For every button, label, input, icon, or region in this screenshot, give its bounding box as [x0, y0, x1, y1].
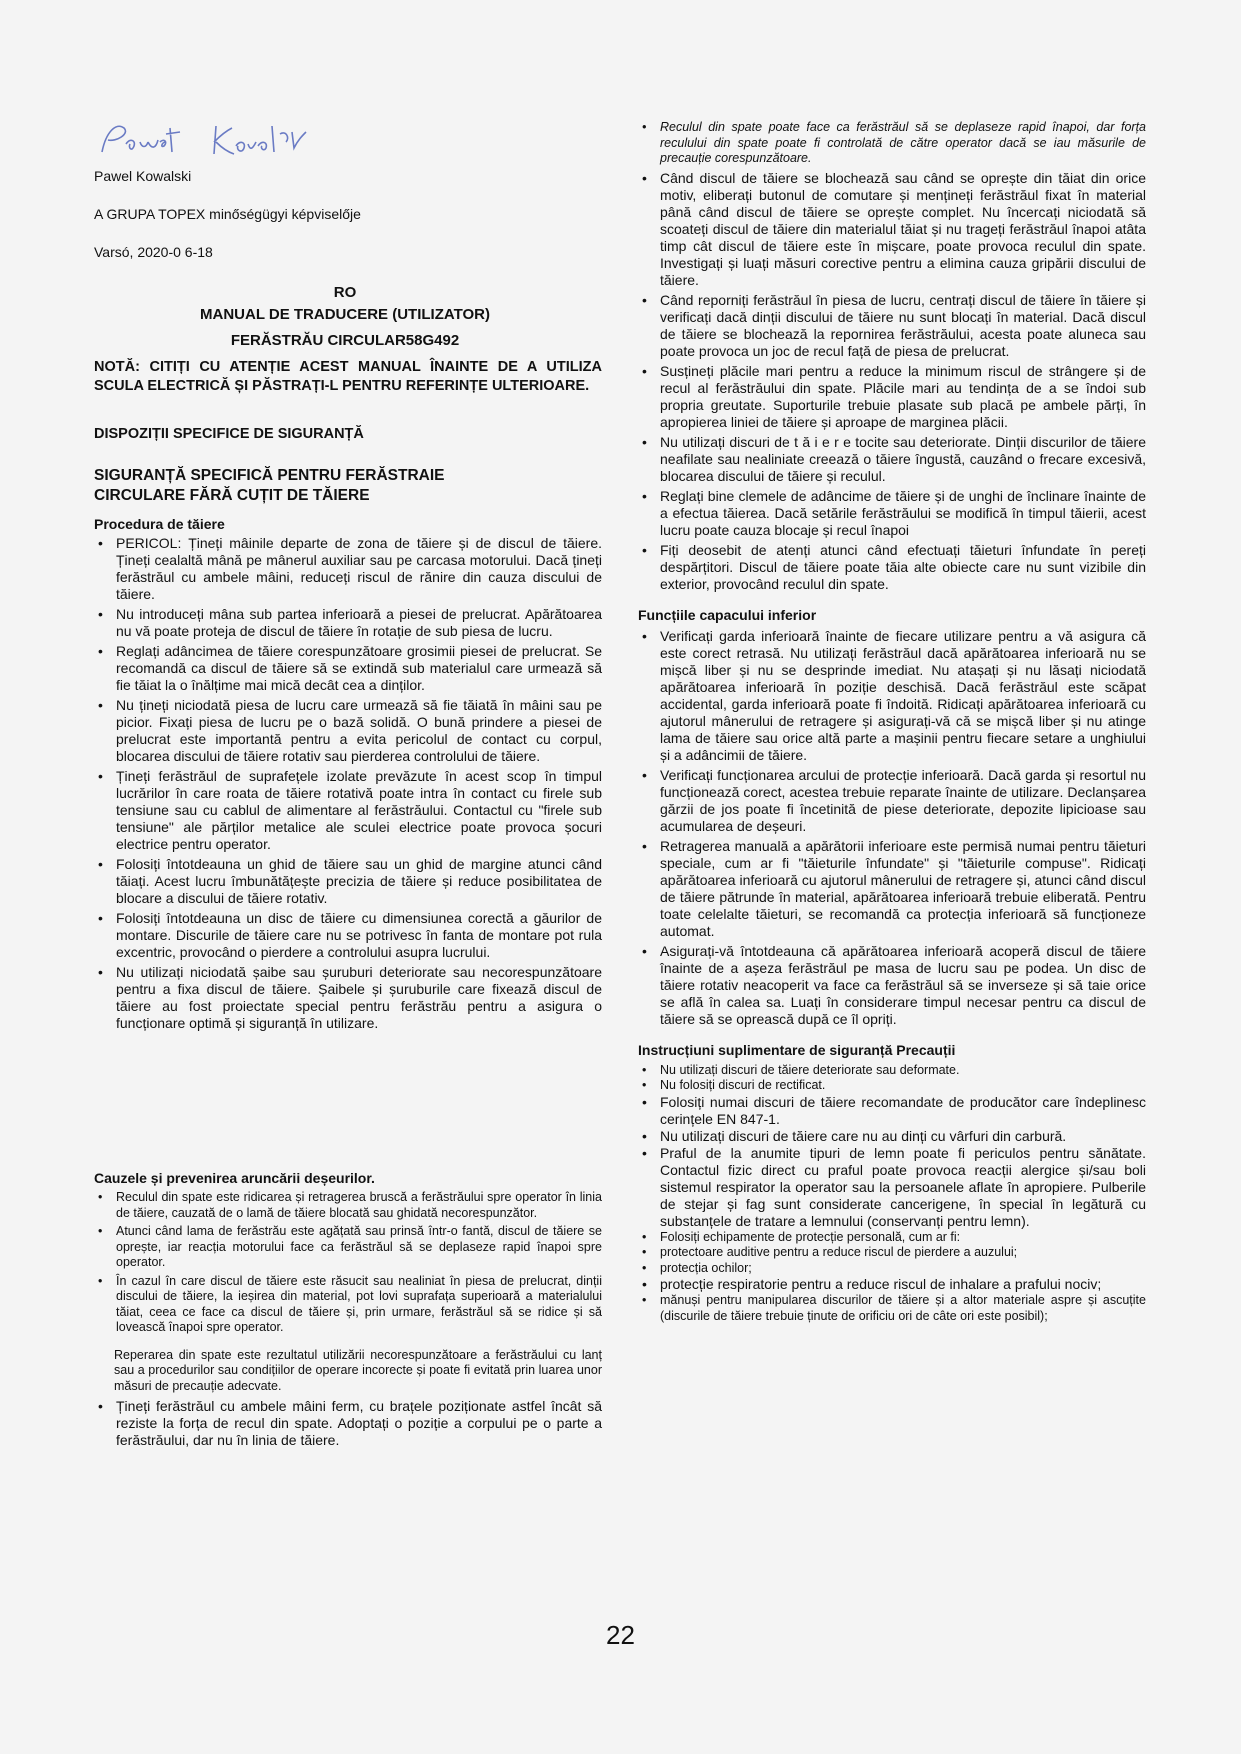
- list-item: • Țineți ferăstrăul cu ambele mâini ferm, cu brațele poziționate astfel încât să reziste la forța de recul din spate. Adoptați o poziție a corpului pe o parte a ferăstrăului, dar nu în linia de tăiere.: [94, 1398, 602, 1449]
- list-item: • Retragerea manuală a apărătorii inferioare este permisă numai pentru tăieturi speciale, cum ar fi "tăieturile înfundate" și "tăieturile compuse". Ridicați apărătoarea inferioară cu ajutorul mânerului de retragere și, atunci când discul de tăiere pătrunde în material, apărătoarea inferioară trebuie eliberată. Pentru toate celelalte tăieturi, se recomandă ca protecția inferioară să funcționeze automat.: [638, 838, 1146, 940]
- procedure-list: [94, 535, 602, 1032]
- list-item: • Susțineți plăcile mari pentru a reduce la minimum riscul de strângere și de recul al ferăstrăului din spate. Plăcile mari au tendința de a se îndoi sub propria greutate. Suporturile trebuie plasate sub placă pe ambele părți, în apropierea liniei de tăiere și aproape de marginea plăcii.: [638, 363, 1146, 431]
- kickback-list: [94, 1190, 602, 1336]
- list-item: • Verificați garda inferioară înainte de fiecare utilizare pentru a vă asigura că este corect retrasă. Nu utilizați ferăstrăul dacă apărătoarea inferioară nu se mișcă liber și nu se desprinde imediat. Nu atașați și nu lăsați niciodată apărătoarea inferioară în poziție deschisă. Dacă ferăstrăul este scăpat accidental, garda inferioară poate fi îndoită. Ridicați apărătoarea inferioară cu ajutorul mânerului de retragere și asigurați-vă că se mișcă liber și nu atinge lama de tăiere sau orice altă parte a mașinii pentru fiecare setare a unghiului și a adâncimii de tăiere.: [638, 628, 1146, 764]
- list-item: • Când reporniți ferăstrăul în piesa de lucru, centrați discul de tăiere în tăiere și verificați dacă dinții discului de tăiere nu sunt blocați în material. Dacă discul de tăiere se blochează la repornirea ferăstrăului, acesta poate aluneca sau poate provoca un joc de recul față de piesa de prelucrat.: [638, 292, 1146, 360]
- handwritten-signature: [96, 112, 346, 176]
- procedure-heading: Procedura de tăiere: [94, 516, 225, 532]
- title-manual: MANUAL DE TRADUCERE (UTILIZATOR): [200, 306, 490, 323]
- list-item: • Țineți ferăstrăul de suprafețele izolate prevăzute în acest scop în timpul lucrărilor în care roata de tăiere rotativă poate intra în contact cu firele sub tensiune sau cu cablul de alimentare al ferăstrăului. Contactul cu "firele sub tensiune" ale părților metalice ale sculei electrice poate provoca șocuri electrice pentru operator.: [94, 768, 602, 853]
- guard-heading: Funcțiile capacului inferior: [638, 606, 817, 623]
- list-item: • Asigurați-vă întotdeauna că apărătoarea inferioară acoperă discul de tăiere înainte de a așeza ferăstrăul pe masa de lucru sau pe podea. Un disc de tăiere rotativ neacoperit va face ca ferăstrăul să se inverseze și să taie orice se află în calea sa. Luați în considerare timpul necesar pentru ca discul de tăiere să se oprească după ce îl opriți.: [638, 943, 1146, 1028]
- list-item: • Reglați adâncimea de tăiere corespunzătoare grosimii piesei de prelucrat. Se recomandă ca discul de tăiere să se extindă sub materialul care urmează să fie tăiat la o înălțime mai mică decât cea a dinților.: [94, 643, 602, 694]
- page-number: 22: [606, 1620, 635, 1650]
- list-item: • Praful de la anumite tipuri de lemn poate fi periculos pentru sănătate. Contactul fizic direct cu praful poate provoca reacții alergice și/sau boli sistemul respirator la operator sau la persoanele aflate în apropiere. Pulberile de stejar și fag sunt considerate cancerigene, în special în legătură cu substanțele de tratare a lemnului (conservanți pentru lemn).: [638, 1145, 1146, 1230]
- section-heading-2: SIGURANȚĂ SPECIFICĂ PENTRU FERĂSTRAIE CIRCULARE FĂRĂ CUȚIT DE TĂIERE: [94, 467, 445, 504]
- list-item: • Atunci când lama de ferăstrău este agățată sau prinsă într-o fantă, discul de tăiere se oprește, iar reacția motorului face ca ferăstrăul să se deplaseze rapid înapoi spre operator.: [94, 1224, 602, 1271]
- right-column: [638, 120, 1146, 1324]
- note: NOTĂ: CITIȚI CU ATENȚIE ACEST MANUAL ÎNAINTE DE A UTILIZA SCULA ELECTRICĂ ȘI PĂSTRAȚI-L PENTRU REFERINȚE ULTERIOARE.: [94, 359, 602, 394]
- title-product: FERĂSTRĂU CIRCULAR58G492: [230, 332, 460, 349]
- list-item: • Nu utilizați discuri de t ă i e r e tocite sau deteriorate. Dinții discurilor de tăiere neafilate sau nealiniate creează o tăiere îngustă, cauzând o frecare excesivă, blocarea discului de tăiere și reculul.: [638, 434, 1146, 485]
- list-item: • Nu folosiți discuri de rectificat.: [638, 1078, 1146, 1094]
- section-heading-1: DISPOZIȚII SPECIFICE DE SIGURANȚĂ: [94, 426, 364, 442]
- list-item: • Folosiți întotdeauna un disc de tăiere cu dimensiunea corectă a găurilor de montare. Discurile de tăiere care nu se potrivesc în fanta de montare pot rula excentric, provocând o pierdere a controlului asupra lucrului.: [94, 910, 602, 961]
- list-item: • protectoare auditive pentru a reduce riscul de pierdere a auzului;: [638, 1245, 1146, 1261]
- list-item: • Reglați bine clemele de adâncime de tăiere și de unghi de înclinare înainte de a efectua tăierea. Dacă setările ferăstrăului se modifică în timpul tăierii, acest lucru poate cauza blocaje și recul înapoi: [638, 488, 1146, 539]
- list-item: • Nu introduceți mâna sub partea inferioară a piesei de prelucrat. Apărătoarea nu vă poate proteja de discul de tăiere în rotație de sub piesa de lucru.: [94, 606, 602, 640]
- list-item: • Folosiți întotdeauna un ghid de tăiere sau un ghid de margine atunci când tăiați. Acest lucru îmbunătățește precizia de tăiere și reduce posibilitatea de blocare a discului de tăiere rotativ.: [94, 856, 602, 907]
- kickback-final-list: [94, 1398, 602, 1449]
- list-item: • PERICOL: Țineți mâinile departe de zona de tăiere și de discul de tăiere. Țineți cealaltă mână pe mânerul auxiliar sau pe carcasa motorului. Dacă țineți ferăstrăul cu ambele mâini, reduceți riscul de rănire din cauza discului de tăiere.: [94, 535, 602, 603]
- kickback-heading: Cauzele și prevenirea aruncării deșeurilor.: [94, 1170, 375, 1186]
- kickback-paragraph: Reperarea din spate este rezultatul utilizării necorespunzătoare a ferăstrăului cu lanț sau a procedurilor sau condițiilor de operare incorecte și poate fi evitată prin luarea unor măsuri de precauție adecvate.: [114, 1347, 602, 1393]
- list-item: • mănuși pentru manipularea discurilor de tăiere și a altor materiale aspre și ascuțite (discurile de tăiere trebuie ținute de orificiu ori de câte ori este posibil);: [638, 1293, 1146, 1324]
- signer-role: A GRUPA TOPEX minőségügyi képviselője: [94, 206, 361, 222]
- procedure-section: [94, 516, 602, 1032]
- list-item: • Când discul de tăiere se blochează sau când se oprește din tăiat din orice motiv, eliberați butonul de comutare și mențineți ferăstrăul fixat în material până când discul de tăiere se oprește complet. Nu încercați niciodată să scoateți discul de tăiere din materialul tăiat și nu trageți ferăstrăul înapoi atâta timp cât discul de tăiere este în mișcare, poate provoca reculul din spate. Investigați și luați măsuri corective pentru a elimina cauza gripării discului de tăiere.: [638, 170, 1146, 289]
- list-item: • Nu țineți niciodată piesa de lucru care urmează să fie tăiată în mâini sau pe picior. Fixați piesa de lucru pe o bază solidă. O bună prindere a piesei de prelucrat este importantă pentru a evita pericolul de contact cu corpul, blocarea discului de tăiere rotativ sau pierderea controlului de tăiere.: [94, 697, 602, 765]
- kickback-section: [94, 1170, 602, 1449]
- list-item: • protecția ochilor;: [638, 1261, 1146, 1277]
- list-item: • Reculul din spate poate face ca ferăstrăul să se deplaseze rapid înapoi, dar forța reculului din spate poate fi controlată de către operator dacă se iau măsurile de precauție corespunzătoare.: [638, 120, 1146, 167]
- list-item: • Folosiți numai discuri de tăiere recomandate de producător care îndeplinesc cerințele EN 847-1.: [638, 1094, 1146, 1128]
- additional-heading: Instrucțiuni suplimentare de siguranță Precauții: [638, 1041, 956, 1058]
- list-item: • Nu utilizați niciodată șaibe sau șuruburi deteriorate sau necorespunzătoare pentru a fixa discul de tăiere. Șaibele și șuruburile care fixează discul de tăiere au fost proiectate special pentru ferăstrău pentru a asigura o funcționare optimă și siguranță în utilizare.: [94, 964, 602, 1032]
- list-item: • Nu utilizați discuri de tăiere deteriorate sau deformate.: [638, 1063, 1146, 1079]
- additional-list: [638, 1063, 1146, 1325]
- kickback-more-list: [638, 120, 1146, 593]
- title-lang: RO: [333, 284, 357, 301]
- list-item: • În cazul în care discul de tăiere este răsucit sau nealiniat în piesa de prelucrat, dinții discului de tăiere, la ieșirea din material, pot lovi suprafața superioară a materialului tăiat, ceea ce face ca discul de tăiere și, prin urmare, ferăstrăul să se ridice și să lovească înapoi spre operator.: [94, 1274, 602, 1336]
- title-block: [94, 282, 596, 352]
- guard-list: [638, 628, 1146, 1028]
- place-date: Varsó, 2020-0 6-18: [94, 244, 213, 260]
- list-item: • Reculul din spate este ridicarea și retragerea bruscă a ferăstrăului spre operator în linia de tăiere, cauzată de o lamă de tăiere blocată sau ghidată necorespunzător.: [94, 1190, 602, 1221]
- signer-name: Pawel Kowalski: [94, 168, 192, 184]
- list-item: • Fiți deosebit de atenți atunci când efectuați tăieturi înfundate în pereți despărțitori. Discul de tăiere poate tăia alte obiecte care nu sunt vizibile din exterior, provocând reculul din spate.: [638, 542, 1146, 593]
- list-item: • Nu utilizați discuri de tăiere care nu au dinți cu vârfuri din carbură.: [638, 1128, 1146, 1145]
- list-item: • Folosiți echipamente de protecție personală, cum ar fi:: [638, 1230, 1146, 1246]
- list-item: • protecție respiratorie pentru a reduce riscul de inhalare a prafului nociv;: [638, 1276, 1146, 1293]
- list-item: • Verificați funcționarea arcului de protecție inferioară. Dacă garda și resortul nu funcționează corect, acestea trebuie reparate înainte de utilizare. Declanșarea gărzii de jos poate fi încetinită de piese deteriorate, depozite lipicioase sau acumularea de deșeuri.: [638, 767, 1146, 835]
